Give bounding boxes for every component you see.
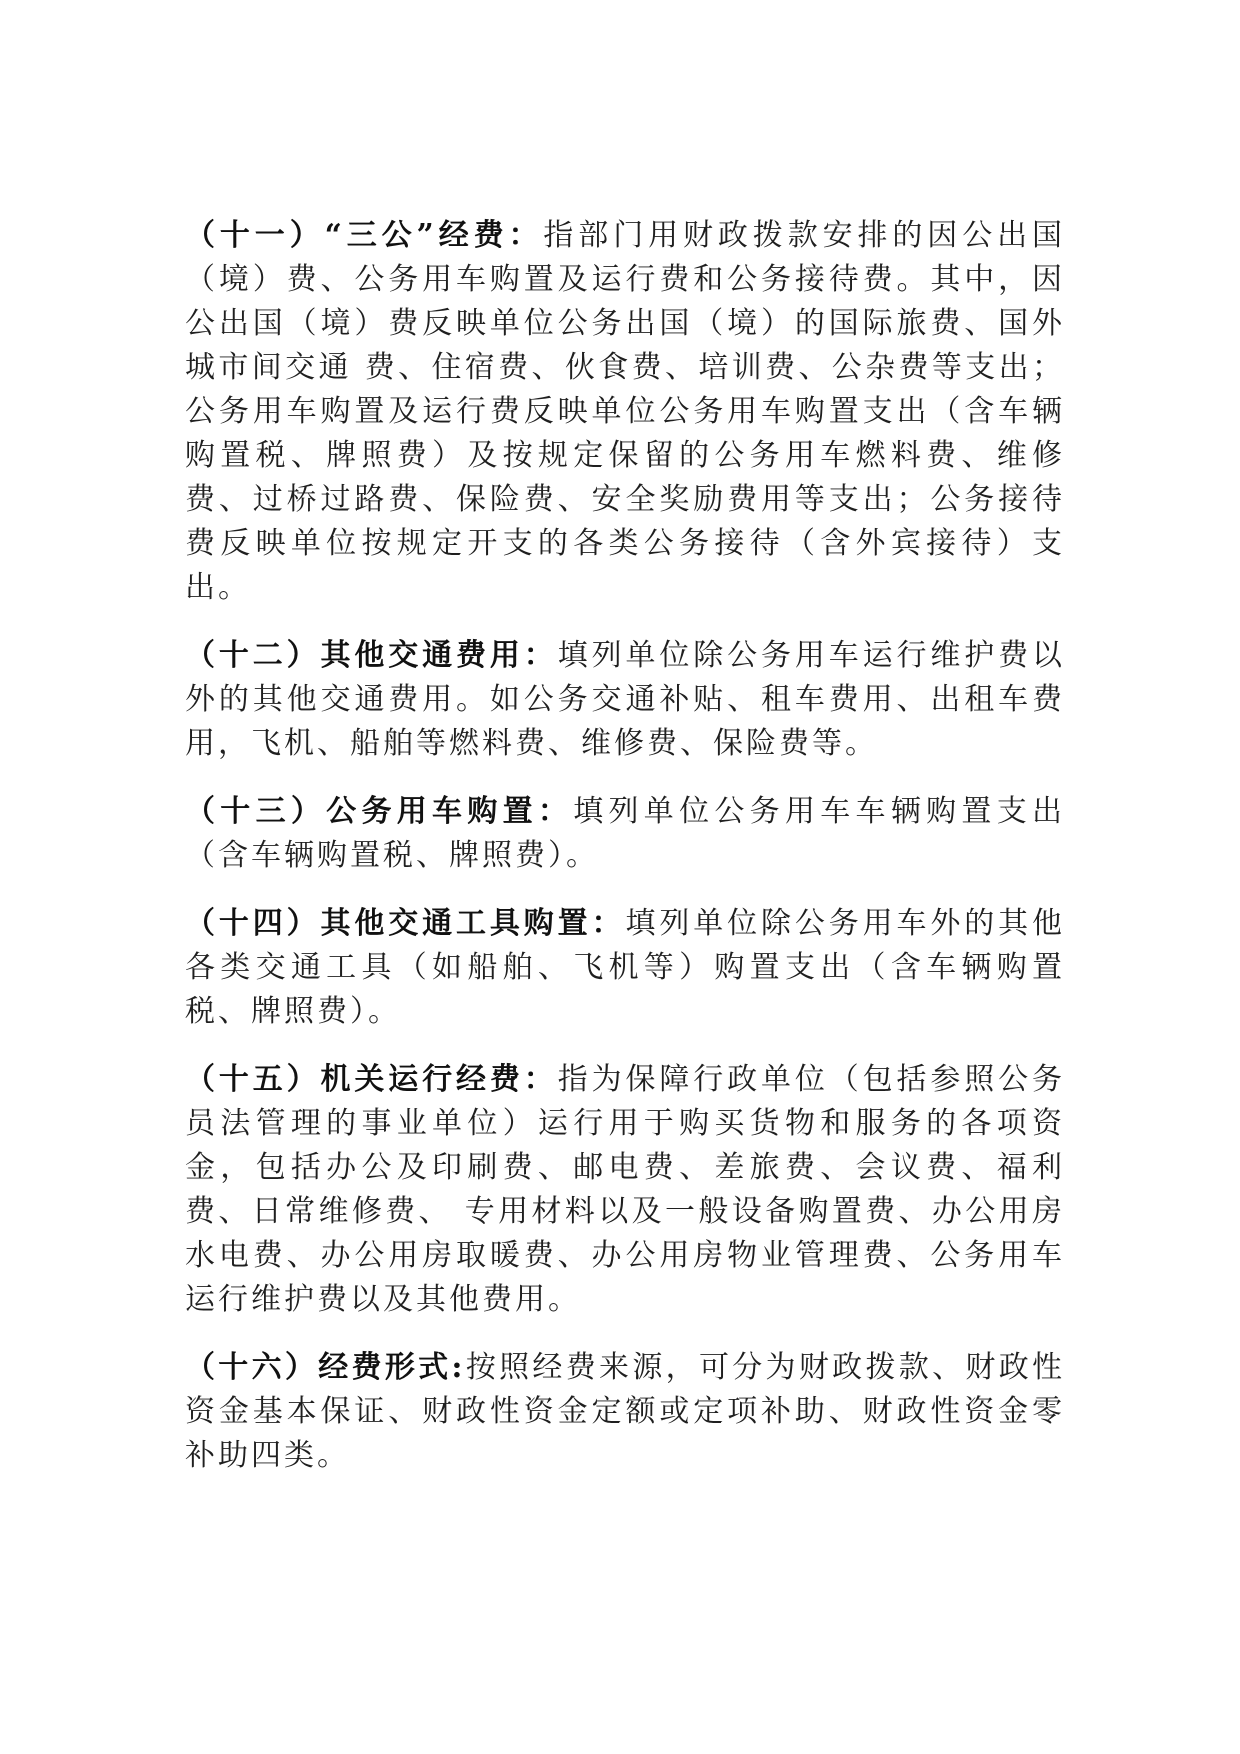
definition-term: （十六）经费形式:	[185, 1350, 466, 1385]
definition-text: 按照经费来源，可分为财政拨款、财政性资金基本保证、财政性资金定额或定项补助、财政性资金零补助四类。	[185, 1350, 1065, 1473]
definition-text: 指部门用财政拨款安排的因公出国（境）费、公务用车购置及运行费和公务接待费。其中，因公出国（境）费反映单位公务出国（境）的国际旅费、国外城市间交通 费、住宿费、伙食费、培训费、公杂费等支出；公务用车购置及运行费反映单位公务用车购置支出（含车辆购置税、牌照费）及按规定保留的公务用车燃料费、维修 费、过桥过路费、保险费、安全奖励费用等支出；公务接待费反映单位按规定开支的各类公务接待（含外宾接待）支出。	[185, 218, 1065, 605]
definition-text: 填列单位除公务用车运行维护费以外的其他交通费用。如公务交通补贴、租车费用、出租车费用，飞机、船舶等燃料费、维修费、保险费等。	[185, 638, 1066, 761]
definition-term: （十四）其他交通工具购置：	[185, 906, 626, 941]
definition-text: 指为保障行政单位（包括参照公务员法管理的事业单位）运行用于购买货物和服务的各项资金，包括办公及印刷费、邮电费、差旅费、会议费、福利费、日常维修费、 专用材料以及一般设备购置费、办公用房水电费、办公用房取暖费、办公用房物业管理费、公务用车运行维护费以及其他费用。	[185, 1062, 1066, 1317]
definition-paragraph-16	[185, 1346, 1065, 1478]
definition-paragraph-12	[185, 634, 1065, 766]
document-body	[185, 214, 1065, 1502]
definition-paragraph-11	[185, 214, 1065, 610]
definition-text: 填列单位公务用车车辆购置支出（含车辆购置税、牌照费）。	[185, 794, 1066, 873]
definition-paragraph-13	[185, 790, 1065, 878]
definition-paragraph-14	[185, 902, 1065, 1034]
definition-term: （十一）“三公”经费：	[185, 218, 544, 253]
definition-term: （十三）公务用车购置：	[185, 794, 574, 829]
definition-text: 填列单位除公务用车外的其他各类交通工具（如船舶、飞机等）购置支出（含车辆购置税、牌照费）。	[185, 906, 1066, 1029]
definition-paragraph-15	[185, 1058, 1065, 1322]
definition-term: （十五）机关运行经费：	[185, 1062, 558, 1097]
definition-term: （十二）其他交通费用：	[185, 638, 558, 673]
